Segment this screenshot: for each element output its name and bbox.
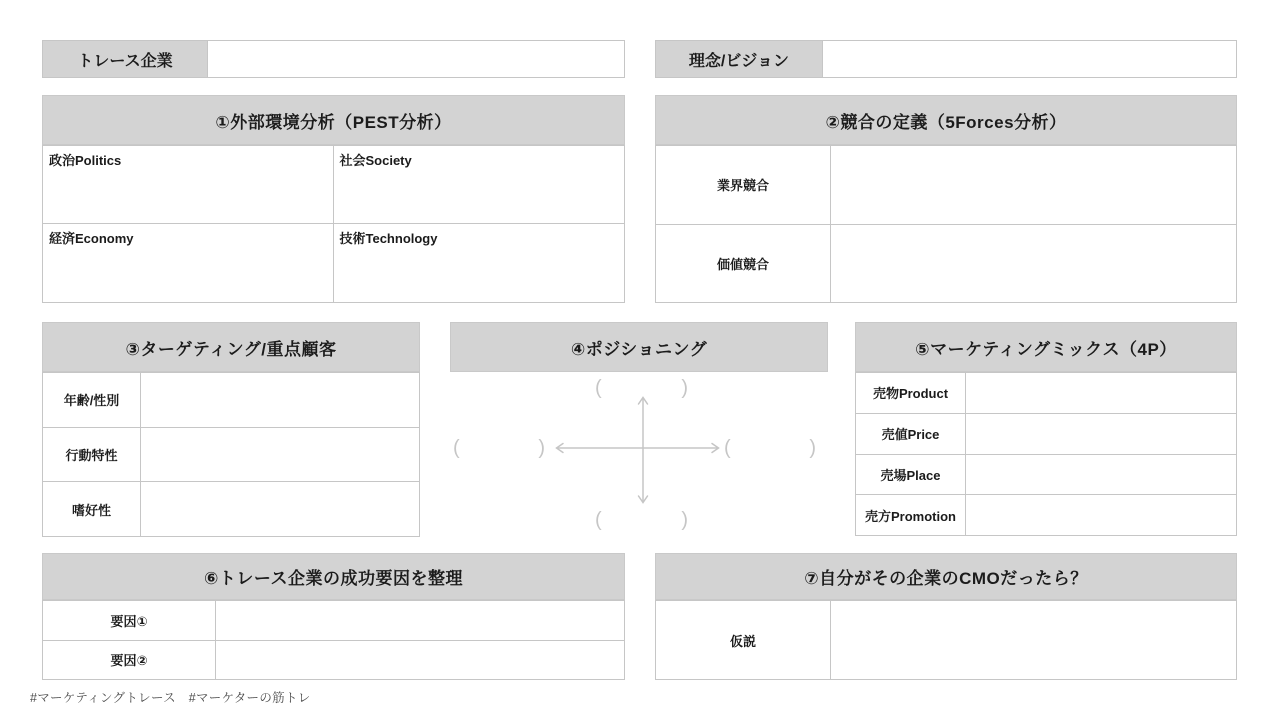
success-section-title: ⑥トレース企業の成功要因を整理: [203, 569, 464, 588]
table-row: [856, 454, 1236, 495]
positioning-axes-icon: [550, 392, 736, 508]
pest-society-label: 社会Society: [339, 153, 412, 168]
forces-section-title: ②競合の定義（5Forces分析）: [825, 112, 1067, 132]
table-row: [856, 413, 1236, 454]
cmo-table: [655, 600, 1237, 680]
paren-close: ): [809, 437, 816, 459]
table-row: [656, 146, 1236, 224]
table-row: [43, 640, 624, 680]
vision-input[interactable]: [823, 41, 1236, 77]
positioning-axis-left-placeholder[interactable]: [453, 438, 545, 458]
targeting-preference-label: 嗜好性: [43, 482, 141, 536]
cmo-hypothesis-input[interactable]: [831, 601, 1236, 679]
mix-place-label: 売場Place: [856, 455, 966, 495]
positioning-section-header: [450, 322, 828, 372]
mix-section-header: [855, 322, 1237, 372]
forces-table: [655, 145, 1237, 303]
positioning-section-title: ④ポジショニング: [570, 339, 708, 359]
pest-cell-technology[interactable]: [334, 224, 625, 302]
mix-promotion-input[interactable]: [966, 495, 1236, 535]
forces-section-header: [655, 95, 1237, 145]
positioning-axis-bottom-placeholder[interactable]: [595, 510, 688, 530]
paren-open: (: [595, 509, 602, 531]
table-row: [43, 601, 624, 640]
success-section-header: [42, 553, 625, 600]
pest-technology-label: 技術Technology: [339, 231, 438, 246]
targeting-behavior-input[interactable]: [141, 428, 419, 482]
pest-cell-economy[interactable]: [43, 224, 334, 302]
table-row: [43, 427, 419, 482]
mix-place-input[interactable]: [966, 455, 1236, 495]
table-row: [856, 494, 1236, 535]
pest-cell-politics[interactable]: [43, 146, 334, 224]
paren-close: ): [538, 437, 545, 459]
success-table: [42, 600, 625, 680]
targeting-age-label: 年齢/性別: [43, 373, 141, 427]
mix-price-label: 売値Price: [856, 414, 966, 454]
forces-value-input[interactable]: [831, 225, 1236, 303]
pest-section-title: ①外部環境分析（PEST分析）: [215, 112, 452, 132]
trace-company-label: トレース企業: [43, 41, 208, 77]
table-row: [43, 373, 419, 427]
pest-politics-label: 政治Politics: [49, 153, 122, 168]
pest-economy-label: 経済Economy: [49, 231, 134, 246]
success-factor2-input[interactable]: [216, 641, 624, 680]
table-row: [656, 601, 1236, 679]
pest-section-header: [42, 95, 625, 145]
table-row: [856, 373, 1236, 413]
cmo-hypothesis-label: 仮説: [656, 601, 831, 679]
targeting-section-title: ③ターゲティング/重点顧客: [125, 339, 337, 359]
mix-promotion-label: 売方Promotion: [856, 495, 966, 535]
mix-product-input[interactable]: [966, 373, 1236, 413]
targeting-age-input[interactable]: [141, 373, 419, 427]
success-factor1-input[interactable]: [216, 601, 624, 640]
targeting-behavior-label: 行動特性: [43, 428, 141, 482]
table-row: [656, 224, 1236, 303]
mix-price-input[interactable]: [966, 414, 1236, 454]
cmo-section-title: ⑦自分がその企業のCMOだったら？: [804, 569, 1088, 588]
forces-value-label: 価値競合: [656, 225, 831, 303]
vision-label: 理念/ビジョン: [656, 41, 823, 77]
footer-hashtags: #マーケティングトレース #マーケターの筋トレ: [30, 691, 311, 705]
trace-company-input[interactable]: [208, 41, 624, 77]
success-factor2-label: 要因②: [43, 641, 216, 680]
paren-close: ): [681, 377, 688, 399]
mix-section-title: ⑤マーケティングミックス（4P）: [915, 339, 1177, 359]
table-row: [43, 481, 419, 536]
positioning-axis-top-placeholder[interactable]: [595, 378, 688, 398]
mix-product-label: 売物Product: [856, 373, 966, 413]
paren-open: (: [724, 437, 731, 459]
targeting-preference-input[interactable]: [141, 482, 419, 536]
positioning-axis-right-placeholder[interactable]: [724, 438, 816, 458]
trace-company-bar: [42, 40, 625, 78]
targeting-table: [42, 372, 420, 537]
mix-table: [855, 372, 1237, 536]
pest-cell-society[interactable]: [334, 146, 625, 224]
forces-industry-label: 業界競合: [656, 146, 831, 224]
success-factor1-label: 要因①: [43, 601, 216, 640]
pest-grid: [42, 145, 625, 303]
paren-open: (: [595, 377, 602, 399]
paren-close: ): [681, 509, 688, 531]
vision-bar: [655, 40, 1237, 78]
forces-industry-input[interactable]: [831, 146, 1236, 224]
targeting-section-header: [42, 322, 420, 372]
cmo-section-header: [655, 553, 1237, 600]
paren-open: (: [453, 437, 460, 459]
